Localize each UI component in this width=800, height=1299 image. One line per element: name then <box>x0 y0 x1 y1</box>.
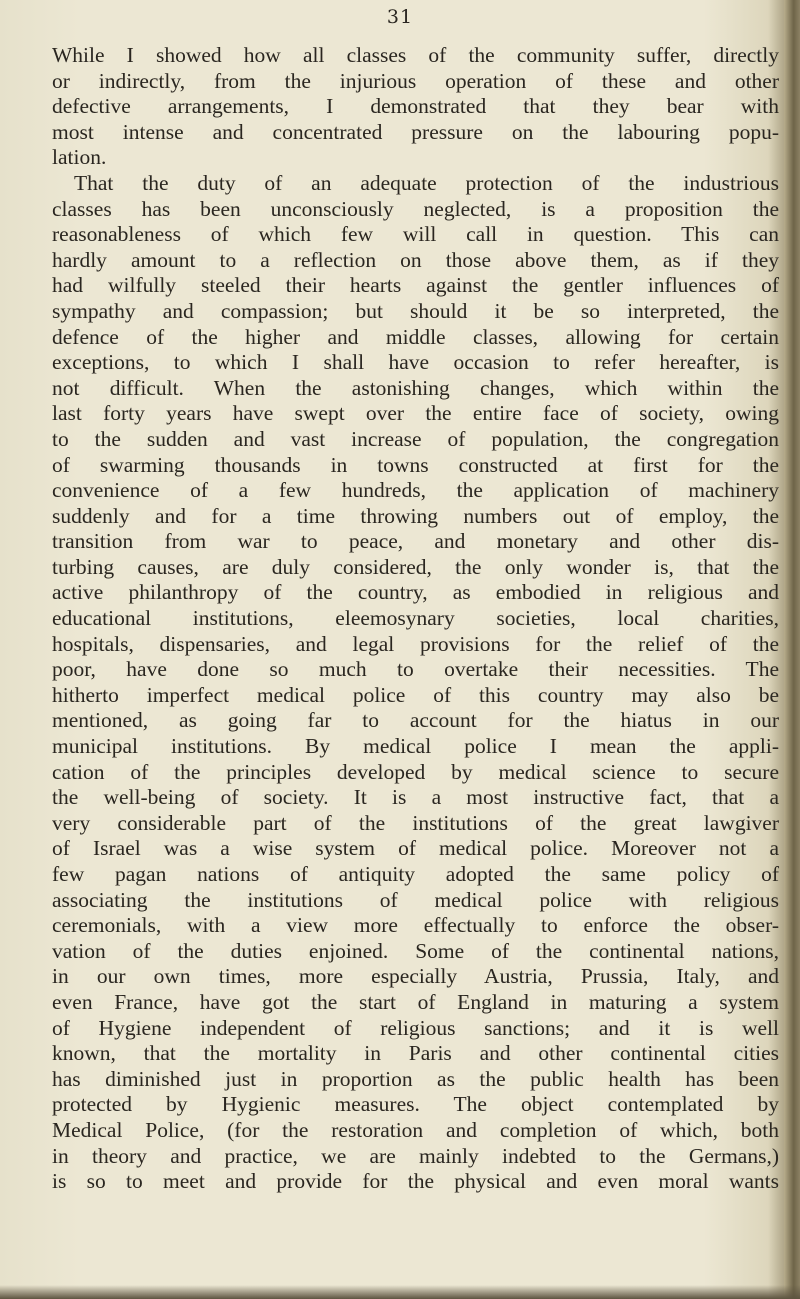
text-line: sympathy and compassion; but should it be so interpreted, the <box>52 298 779 323</box>
text-line: even France, have got the start of England in maturing a system <box>52 989 779 1014</box>
text-line: is so to meet and provide for the physical and even moral wants <box>52 1169 779 1194</box>
text-line: vation of the duties enjoined. Some of the continental nations, <box>52 938 779 963</box>
page-bottom-shadow <box>0 1285 800 1299</box>
text-line: hardly amount to a reflection on those above them, as if they <box>52 247 779 272</box>
text-line: hitherto imperfect medical police of this country may also be <box>52 682 779 707</box>
page-edge-shadow <box>784 0 800 1299</box>
text-line: transition from war to peace, and monetary and other dis- <box>52 529 779 554</box>
text-line: ceremonials, with a view more effectually to enforce the obser- <box>52 913 779 938</box>
text-line: turbing causes, are duly considered, the only wonder is, that the <box>52 554 779 579</box>
text-line: most intense and concentrated pressure on the labouring popu- <box>52 119 779 144</box>
text-line: reasonableness of which few will call in question. This can <box>52 222 779 247</box>
text-line: classes has been unconsciously neglected, is a proposition the <box>52 196 779 221</box>
text-line: hospitals, dispensaries, and legal provisions for the relief of the <box>52 631 779 656</box>
text-line: associating the institutions of medical police with religious <box>52 887 779 912</box>
text-line: poor, have done so much to overtake their necessities. The <box>52 657 779 682</box>
text-line: very considerable part of the institutions of the great lawgiver <box>52 810 779 835</box>
text-line: last forty years have swept over the entire face of society, owing <box>52 401 779 426</box>
text-line: protected by Hygienic measures. The object contemplated by <box>52 1092 779 1117</box>
text-line: defence of the higher and middle classes, allowing for certain <box>52 324 779 349</box>
text-line: suddenly and for a time throwing numbers out of employ, the <box>52 503 779 528</box>
text-line: had wilfully steeled their hearts against the gentler influences of <box>52 273 779 298</box>
text-line: defective arrangements, I demonstrated that they bear with <box>52 94 779 119</box>
text-line: of Israel was a wise system of medical police. Moreover not a <box>52 836 779 861</box>
text-line: or indirectly, from the injurious operation of these and other <box>52 68 779 93</box>
text-line: active philanthropy of the country, as embodied in religious and <box>52 580 779 605</box>
text-line: the well-being of society. It is a most instructive fact, that a <box>52 785 779 810</box>
text-line: of Hygiene independent of religious sanctions; and it is well <box>52 1015 779 1040</box>
body-text <box>52 43 779 1195</box>
text-line: known, that the mortality in Paris and other continental cities <box>52 1041 779 1066</box>
text-line: That the duty of an adequate protection of the industrious <box>74 170 779 195</box>
text-line: in our own times, more especially Austria, Prussia, Italy, and <box>52 964 779 989</box>
text-line: exceptions, to which I shall have occasion to refer hereafter, is <box>52 350 779 375</box>
text-line: in theory and practice, we are mainly indebted to the Germans,) <box>52 1143 779 1168</box>
text-line: not difficult. When the astonishing changes, which within the <box>52 375 779 400</box>
text-line: While I showed how all classes of the community suffer, directly <box>52 43 779 67</box>
text-line: has diminished just in proportion as the public health has been <box>52 1066 779 1091</box>
text-line: cation of the principles developed by medical science to secure <box>52 759 779 784</box>
text-line: educational institutions, eleemosynary societies, local charities, <box>52 606 779 631</box>
page-number: 31 <box>386 6 414 28</box>
text-line: to the sudden and vast increase of population, the congregation <box>52 426 779 451</box>
text-line: municipal institutions. By medical police I mean the appli- <box>52 734 779 759</box>
text-line: few pagan nations of antiquity adopted the same policy of <box>52 862 779 886</box>
text-line: convenience of a few hundreds, the application of machinery <box>52 478 779 503</box>
text-line: of swarming thousands in towns constructed at first for the <box>52 452 779 477</box>
text-line: Medical Police, (for the restoration and completion of which, both <box>52 1117 779 1142</box>
text-line: mentioned, as going far to account for the hiatus in our <box>52 708 779 733</box>
text-line: lation. <box>52 145 107 170</box>
